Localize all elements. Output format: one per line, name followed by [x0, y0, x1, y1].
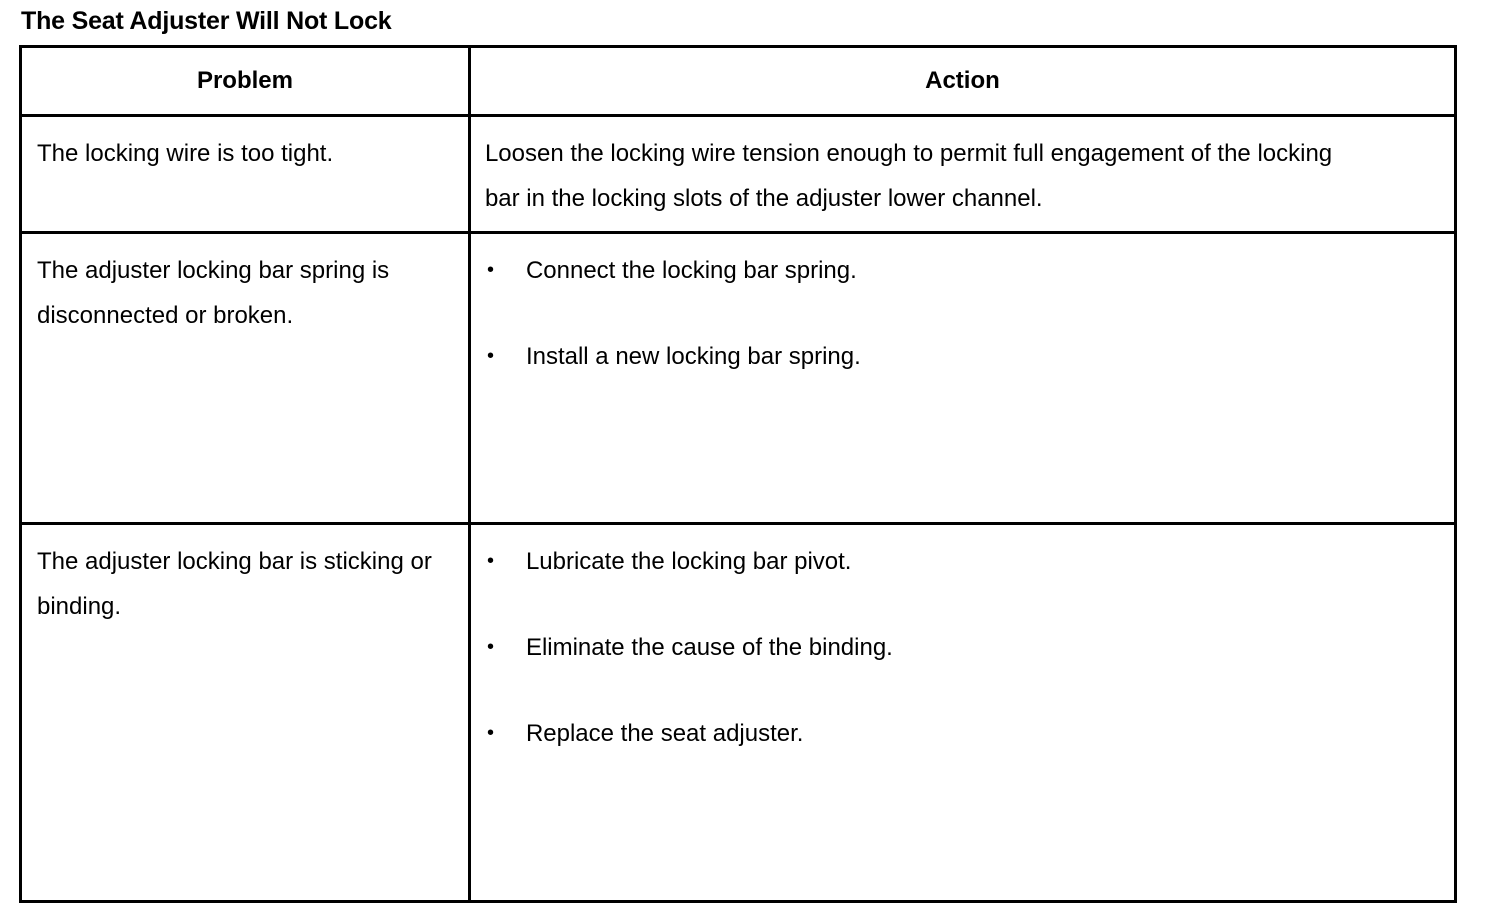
problem-text: The adjuster locking bar spring is disconnected or broken.: [37, 257, 390, 330]
problem-cell: [21, 233, 470, 523]
action-text: Loosen the locking wire tension enough to permit full engagement of the locking bar in the locking slots of the adjuster lower channel.: [484, 140, 1333, 212]
bullet-icon: •: [486, 635, 494, 658]
problem-text: The locking wire is too tight.: [37, 140, 334, 167]
table-header-row: [21, 47, 1456, 116]
action-bullet-item: [471, 625, 1454, 670]
troubleshooting-table: [19, 45, 1457, 903]
bullet-icon: •: [486, 345, 494, 368]
action-bullet-text: Install a new locking bar spring.: [525, 343, 861, 371]
action-bullet-item: [471, 711, 1454, 756]
problem-cell: [21, 116, 470, 233]
action-cell: [469, 116, 1455, 233]
problem-cell: [21, 523, 470, 901]
action-bullet-item: [471, 248, 1454, 293]
bullet-icon: •: [486, 259, 494, 282]
page-title: The Seat Adjuster Will Not Lock: [21, 7, 392, 35]
table-row: [21, 116, 1456, 233]
problem-column-header: Problem: [21, 47, 470, 116]
action-bullet-item: [471, 539, 1454, 584]
action-cell: [469, 523, 1455, 901]
action-bullet-text: Connect the locking bar spring.: [525, 257, 857, 285]
problem-text: The adjuster locking bar is sticking or binding.: [37, 547, 432, 620]
table-row: [21, 523, 1456, 901]
action-column-header: Action: [469, 47, 1455, 116]
table-row: [21, 233, 1456, 523]
action-bullet-item: [471, 334, 1454, 379]
action-bullet-text: Replace the seat adjuster.: [525, 719, 804, 747]
action-bullet-list: [471, 234, 1454, 379]
bullet-icon: •: [486, 549, 494, 572]
bullet-icon: •: [486, 721, 494, 744]
action-bullet-text: Lubricate the locking bar pivot.: [525, 547, 852, 575]
action-cell: [469, 233, 1455, 523]
action-bullet-text: Eliminate the cause of the binding.: [525, 633, 893, 661]
action-bullet-list: [471, 525, 1454, 756]
